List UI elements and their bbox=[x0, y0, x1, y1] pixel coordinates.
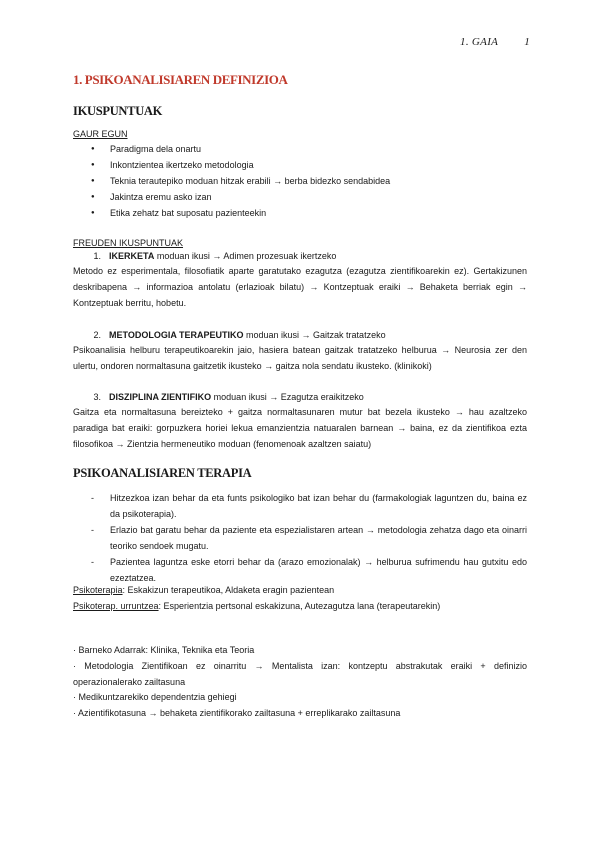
item-rest: moduan ikusi → Adimen prozesuak ikertzeko bbox=[154, 251, 337, 261]
urruntzea-line bbox=[73, 599, 527, 615]
note-item: · Medikuntzarekiko dependentzia gehiegi bbox=[73, 692, 237, 703]
page-header bbox=[460, 36, 530, 48]
list-item: ● Inkontzientea ikertzeko metodologia bbox=[73, 157, 390, 173]
paragraph-ikerketa: Metodo ez esperimentala, filosofiatik aparte garatutako ezagutza (ezagutza zientifikoarekin ez). Gertakizunen deskribapena → informazioa antolatu (erlazioak bilatu) → Kontzeptuak eraiki → Behaketa berriak egin → Kontzeptuak berritu, hobetu. bbox=[73, 266, 527, 308]
item-number: 2. bbox=[93, 330, 101, 340]
note-item: · Azientifikotasuna → behaketa zientifikorako zailtasuna + erreplikarako zailtasuna bbox=[73, 708, 401, 719]
psikoterapia-label: Psikoterapia bbox=[73, 585, 123, 595]
list-item: - Hitzezkoa izan behar da eta funts psikologiko bat izan behar du (farmakologiak laguntzen du, baina ez da psikoterapia). bbox=[73, 490, 527, 522]
list-item: - Pazientea laguntza eske etorri behar da (arazo emozionalak) → helburua sufrimendu hau gutxitu edo ezeztatzea. bbox=[73, 554, 527, 586]
item-term: IKERKETA bbox=[109, 251, 155, 261]
page-title: 1. PSIKOANALISIAREN DEFINIZIOA bbox=[73, 72, 288, 87]
note-item: · Barneko Adarrak: Klinika, Teknika eta Teoria bbox=[73, 645, 255, 655]
list-item: ● Teknia terautepiko moduan hitzak erabili → berba bidezko sendabidea bbox=[73, 173, 390, 189]
subheading-freuden: FREUDEN IKUSPUNTUAK bbox=[73, 238, 184, 248]
list-item: ● Jakintza eremu asko izan bbox=[73, 189, 390, 205]
numbered-item-3 bbox=[73, 392, 364, 402]
section-heading-terapia: PSIKOANALISIAREN TERAPIA bbox=[73, 466, 252, 480]
gaur-egun-list bbox=[73, 141, 390, 221]
list-item: ● Etika zehatz bat suposatu pazienteekin bbox=[73, 205, 390, 221]
chapter-label: 1. GAIA bbox=[460, 36, 499, 48]
item-number: 1. bbox=[93, 251, 101, 261]
psikoterapia-line bbox=[73, 583, 527, 599]
item-term: METODOLOGIA TERAPEUTIKO bbox=[109, 330, 244, 340]
item-rest: moduan ikusi → Gaitzak tratatzeko bbox=[243, 330, 386, 340]
paragraph-metodologia: Psikoanalisia helburu terapeutikoarekin jaio, hasiera batean gaitzak tratatzeko helburua → Neurosia zer den ulertu, ondoren normaltasuna gaitzetik ikusteko → gaitza nola sendatu ikusteko. (klinikoki) bbox=[73, 345, 527, 371]
item-rest: moduan ikusi → Ezagutza eraikitzeko bbox=[211, 392, 364, 402]
page-number: 1 bbox=[524, 36, 530, 48]
notes-list bbox=[73, 643, 527, 722]
paragraph-disziplina: Gaitza eta normaltasuna bereizteko + gaitza normaltasunaren mutur bat bezela ikusteko → hau azaltzeko paradiga bat eraiki: gorpuzkera horiei lekua emanzientzia natuaralen barnean → baina, ez da zientifikoa ezta filosofikoa → Zientzia hermeneutiko moduan (fenomenoak azaltzen saiatu) bbox=[73, 407, 527, 449]
list-item: - Erlazio bat garatu behar da paziente eta espezialistaren artean → metodologia zehatza dago eta oinarri teoriko sendoek mugatu. bbox=[73, 522, 527, 554]
item-term: DISZIPLINA ZIENTIFIKO bbox=[109, 392, 212, 402]
terapia-list bbox=[73, 490, 527, 586]
list-item: ● Paradigma dela onartu bbox=[73, 141, 390, 157]
psikoterapia-text: : Eskakizun terapeutikoa, Aldaketa eragin pazientean bbox=[122, 585, 335, 595]
numbered-item-1 bbox=[73, 251, 336, 261]
urruntzea-text: : Esperientzia pertsonal eskakizuna, Autezagutza lana (terapeutarekin) bbox=[158, 601, 441, 611]
section-heading-ikuspuntuak: IKUSPUNTUAK bbox=[73, 104, 163, 118]
item-number: 3. bbox=[93, 392, 101, 402]
urruntzea-label: Psikoterap. urruntzea bbox=[73, 601, 159, 611]
subheading-gaur-egun: GAUR EGUN bbox=[73, 129, 128, 139]
note-item: · Metodologia Zientifikoan ez oinarritu → Mentalista izan: kontzeptu abstrakutak eraiki + definizio operazionalerako zailtasuna bbox=[73, 660, 527, 687]
numbered-item-2 bbox=[73, 330, 386, 340]
